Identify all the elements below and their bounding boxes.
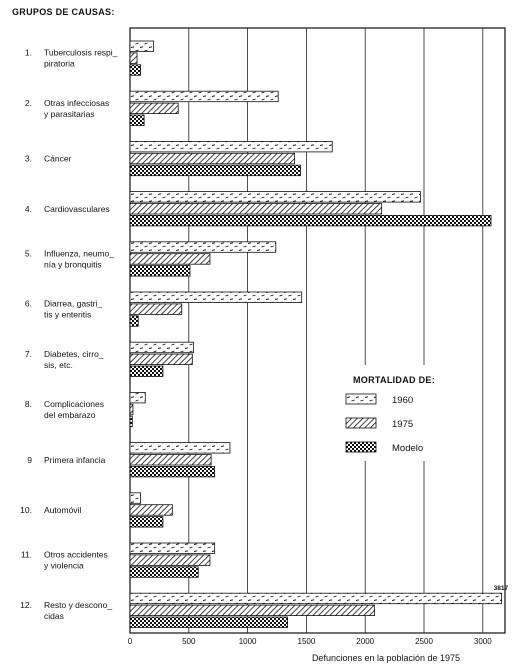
legend-label-modelo: Modelo	[392, 443, 424, 454]
category-label-11: 11. Otros accidentes y violencia	[20, 549, 108, 571]
bar-1975-cat-2	[130, 103, 178, 114]
bar-modelo-cat-2	[130, 115, 144, 126]
x-tick-label-500: 500	[182, 637, 196, 646]
bar-1975-cat-8	[130, 404, 133, 415]
legend-swatch-1975	[346, 418, 376, 428]
bar-modelo-cat-12	[130, 617, 288, 628]
bar-1975-cat-4	[130, 204, 382, 215]
category-label-3: 3. Cáncer	[24, 153, 72, 164]
category-labels	[20, 48, 117, 621]
bar-1960-cat-1	[130, 41, 154, 52]
category-label-5: 5. Influenza, neumo_ nía y bronquitis	[24, 248, 114, 270]
bar-modelo-cat-5	[130, 266, 190, 277]
bar-1975-cat-11	[130, 555, 210, 566]
bar-modelo-cat-11	[130, 567, 198, 578]
category-label-6: 6. Diarrea, gastri_ tis y enteritis	[24, 298, 103, 320]
bar-1975-cat-1	[130, 53, 137, 64]
x-tick-label-3000: 3000	[473, 637, 492, 646]
legend-swatch-modelo	[346, 442, 376, 452]
bar-modelo-cat-6	[130, 316, 138, 327]
bar-modelo-cat-1	[130, 65, 141, 76]
legend-label-1960: 1960	[392, 395, 414, 406]
plot-frame	[130, 28, 505, 633]
bar-modelo-cat-7	[130, 366, 163, 377]
legend	[336, 365, 476, 461]
category-label-12: 12. Resto y descono_ cidas	[20, 599, 113, 621]
legend-swatch-1960	[346, 394, 376, 404]
annotation-0: 3817	[493, 585, 509, 593]
x-tick-label-0: 0	[127, 637, 133, 646]
bar-1975-cat-10	[130, 505, 172, 516]
bar-1960-cat-8	[130, 392, 145, 403]
bars-layer	[130, 41, 508, 628]
bar-1975-cat-6	[130, 304, 182, 315]
bar-modelo-cat-4	[130, 215, 491, 226]
bar-modelo-cat-10	[130, 517, 163, 528]
x-tick-label-1000: 1000	[238, 637, 257, 646]
category-label-10: 10. Automóvil	[20, 504, 82, 515]
bar-1975-cat-12	[130, 605, 375, 616]
bar-1960-cat-5	[130, 242, 276, 253]
x-tick-label-2000: 2000	[356, 637, 375, 646]
legend-title: MORTALIDAD DE:	[353, 375, 436, 385]
bar-1960-cat-9	[130, 443, 230, 454]
legend-label-1975: 1975	[392, 419, 414, 430]
chart-title: GRUPOS DE CAUSAS:	[12, 7, 115, 17]
x-axis	[128, 637, 492, 646]
x-axis-label: Defunciones en la población de 1975	[311, 653, 461, 663]
bar-modelo-cat-8	[130, 416, 132, 427]
bar-1960-cat-10	[130, 493, 141, 504]
category-label-7: 7. Diabetes, cirro_ sis, etc.	[24, 348, 104, 370]
bar-1960-cat-11	[130, 543, 215, 554]
bar-1975-cat-3	[130, 153, 295, 164]
bar-1960-cat-4	[130, 192, 420, 203]
bar-1975-cat-9	[130, 455, 211, 466]
category-label-2: 2. Otras infecciosas y parasitarias	[24, 97, 110, 119]
bar-modelo-cat-9	[130, 466, 215, 477]
category-label-4: 4. Cardiovasculares	[24, 203, 110, 214]
category-label-8: 8. Complicaciones del embarazo	[24, 399, 104, 421]
category-label-9: 9 Primera infancia	[27, 454, 106, 465]
category-label-1: 1. Tuberculosis respi_ piratoria	[24, 47, 118, 69]
bar-1960-cat-7	[130, 342, 194, 353]
bar-1960-cat-3	[130, 141, 332, 152]
bar-1960-cat-2	[130, 91, 278, 102]
bar-modelo-cat-3	[130, 165, 301, 176]
bar-1960-cat-6	[130, 292, 302, 303]
bar-1975-cat-5	[130, 254, 210, 265]
bar-1975-cat-7	[130, 354, 192, 365]
x-tick-label-1500: 1500	[297, 637, 316, 646]
bar-1960-cat-12	[130, 593, 502, 604]
grid-layer	[130, 28, 505, 633]
x-tick-label-2500: 2500	[415, 637, 433, 646]
